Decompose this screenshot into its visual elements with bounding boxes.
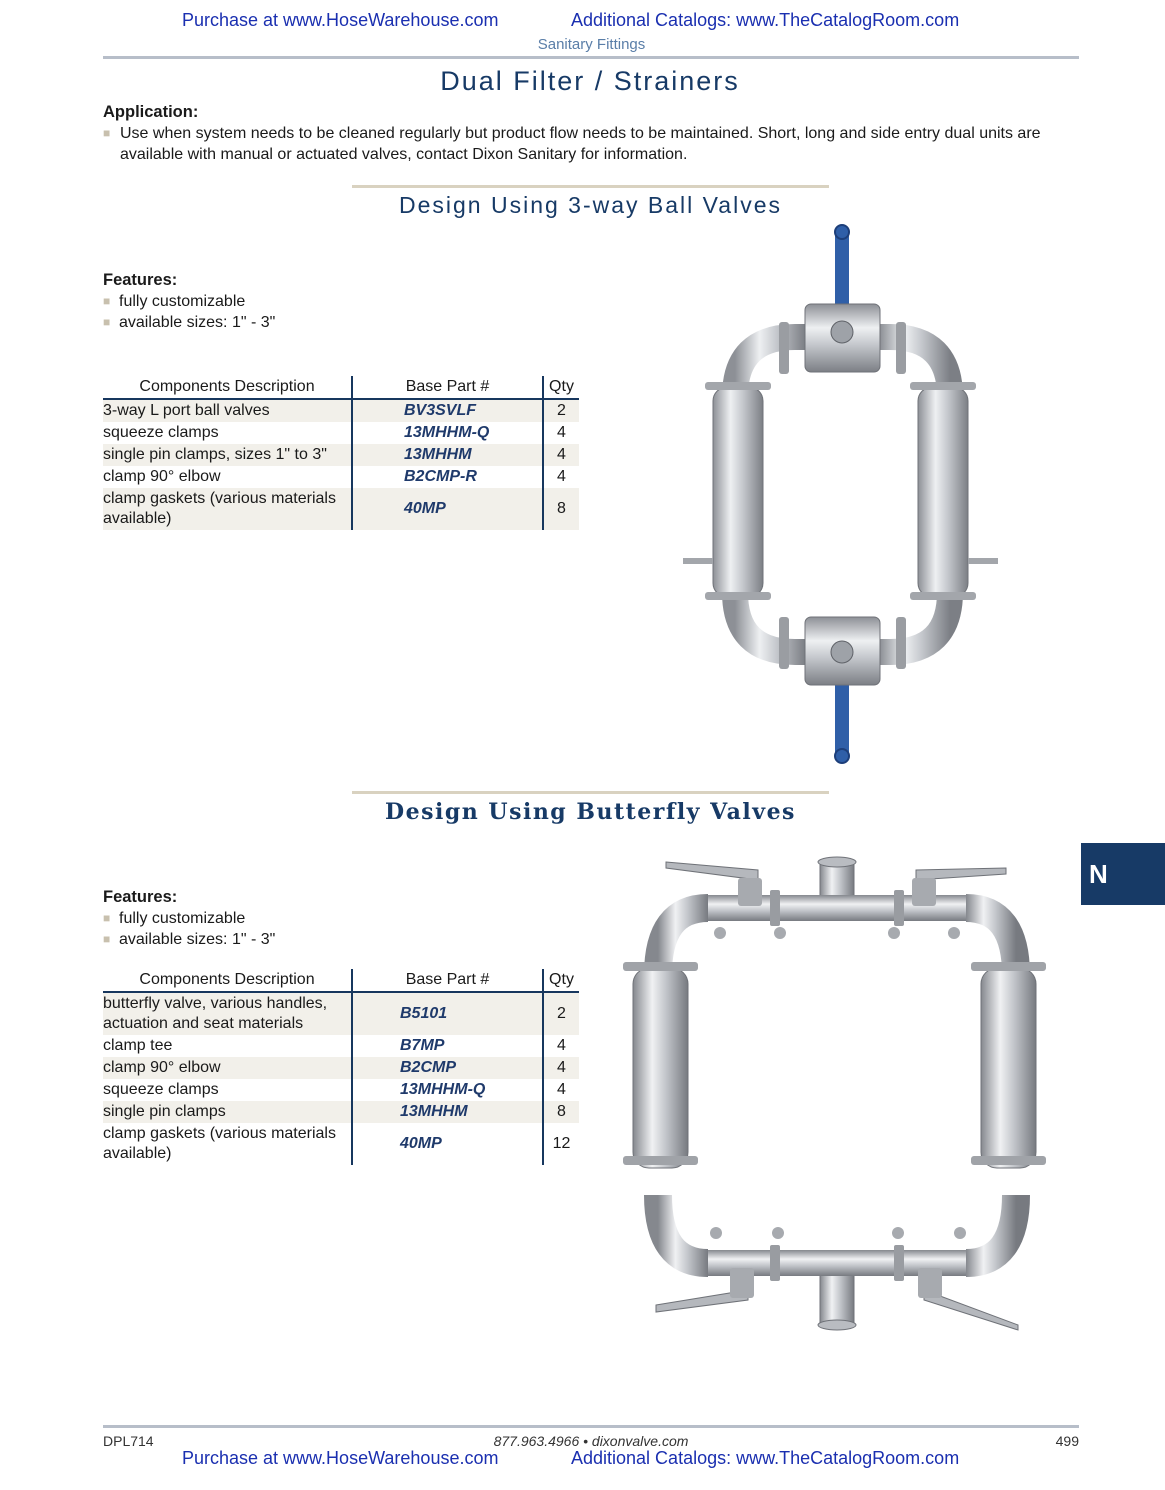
table-row: clamp 90° elbow B2CMP 4 — [103, 1057, 579, 1079]
table-row: 3-way L port ball valves BV3SVLF 2 — [103, 399, 579, 422]
butterfly-valve-strainer-image — [598, 850, 1076, 1335]
feature-item: ■ fully customizable — [103, 910, 246, 927]
table-row: clamp gaskets (various materials available) 40MP 12 — [103, 1123, 579, 1165]
column-header: Base Part # — [352, 969, 543, 992]
ball-valve-strainer-image — [675, 222, 1010, 767]
catalog-code: DPL714 — [103, 1433, 154, 1449]
section-tab[interactable]: N — [1081, 843, 1165, 905]
column-header: Base Part # — [352, 376, 543, 399]
table-row: butterfly valve, various handles, actuation and seat materials B5101 2 — [103, 992, 579, 1035]
table-row: single pin clamps 13MHHM 8 — [103, 1101, 579, 1123]
bullet-icon: ■ — [103, 911, 111, 925]
table-row: squeeze clamps 13MHHM-Q 4 — [103, 422, 579, 444]
design2-rule — [352, 791, 829, 794]
design2-title: Design Using Butterfly Valves — [385, 799, 796, 825]
page-number: 499 — [1055, 1433, 1079, 1449]
feature-item: ■ available sizes: 1" - 3" — [103, 931, 276, 948]
table-row: single pin clamps, sizes 1" to 3" 13MHHM 4 — [103, 444, 579, 466]
design2-features — [103, 908, 275, 950]
column-header: Qty — [543, 969, 579, 992]
purchase-link[interactable]: Purchase at www.HoseWarehouse.com — [182, 10, 499, 30]
catalog-link[interactable]: Additional Catalogs: www.TheCatalogRoom.com — [571, 10, 960, 30]
table-row: clamp gaskets (various materials available) 40MP 8 — [103, 488, 579, 530]
application-text — [103, 123, 1083, 165]
design1-features — [103, 291, 275, 333]
application-body: Use when system needs to be cleaned regularly but product flow needs to be maintained. Short, long and side entry dual units are available with manual or actuated valves, contact Dixon Sanitary for information. — [120, 125, 1041, 163]
bullet-icon: ■ — [103, 294, 111, 308]
column-header: Components Description — [103, 376, 352, 399]
design1-rule — [352, 185, 829, 188]
footer-rule — [103, 1425, 1079, 1428]
feature-item: ■ available sizes: 1" - 3" — [103, 314, 276, 331]
application-label: Application: — [103, 103, 199, 121]
page-title: Dual Filter / Strainers — [440, 66, 740, 96]
purchase-link[interactable]: Purchase at www.HoseWarehouse.com — [182, 1448, 499, 1468]
header-rule — [103, 56, 1079, 59]
design1-components-table — [103, 376, 579, 530]
design1-features-label: Features: — [103, 271, 178, 289]
bullet-icon: ■ — [103, 315, 111, 329]
catalog-link[interactable]: Additional Catalogs: www.TheCatalogRoom.com — [571, 1448, 960, 1468]
table-row: squeeze clamps 13MHHM-Q 4 — [103, 1079, 579, 1101]
design2-components-table — [103, 969, 579, 1165]
column-header: Qty — [543, 376, 579, 399]
bullet-icon: ■ — [103, 932, 111, 946]
column-header: Components Description — [103, 969, 352, 992]
design2-features-label: Features: — [103, 888, 178, 906]
footer-contact: 877.963.4966 • dixonvalve.com — [493, 1433, 689, 1449]
feature-item: ■ fully customizable — [103, 293, 246, 310]
design1-title: Design Using 3-way Ball Valves — [399, 192, 782, 218]
table-row: clamp tee B7MP 4 — [103, 1035, 579, 1057]
section-label: Sanitary Fittings — [537, 36, 646, 53]
bullet-icon: ■ — [103, 126, 111, 140]
table-row: clamp 90° elbow B2CMP-R 4 — [103, 466, 579, 488]
